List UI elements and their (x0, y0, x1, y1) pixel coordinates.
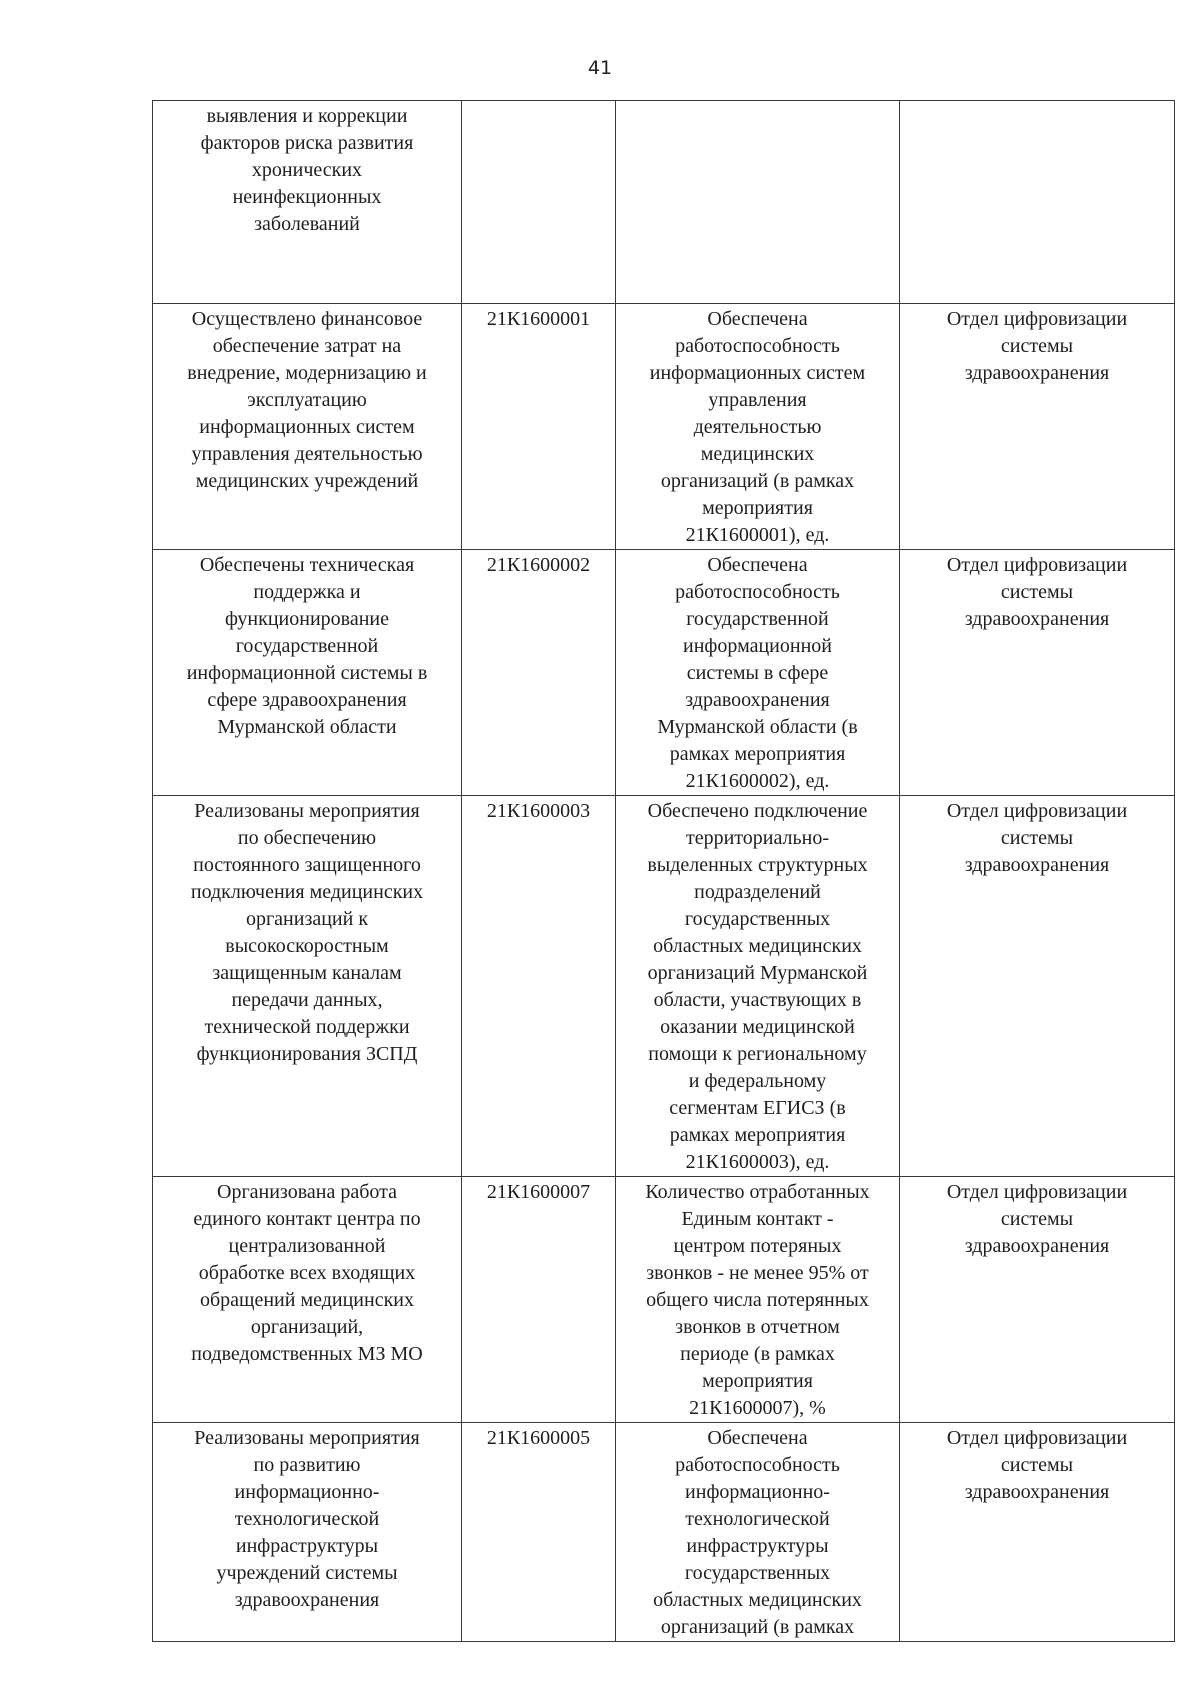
table-row (153, 101, 1175, 304)
measures-table (152, 100, 1175, 1642)
indicator-cell: Обеспечена работоспособность информационно- технологической инфраструктуры государственных областных медицинских организаций (в рамках (616, 1423, 900, 1642)
result-cell: выявления и коррекции факторов риска развития хронических неинфекционных заболеваний (153, 101, 462, 304)
indicator-cell: Обеспечено подключение территориально- выделенных структурных подразделений государственных областных медицинских организаций Мурманской области, участвующих в оказании медицинской помощи к региональному и федеральному сегментам ЕГИСЗ (в рамках мероприятия 21К1600003), ед. (616, 796, 900, 1177)
table-row (153, 304, 1175, 550)
code-cell: 21К1600002 (462, 550, 616, 796)
responsible-cell: Отдел цифровизации системы здравоохранения (900, 1177, 1175, 1423)
table-row (153, 1177, 1175, 1423)
result-cell: Реализованы мероприятия по развитию информационно- технологической инфраструктуры учреждений системы здравоохранения (153, 1423, 462, 1642)
result-cell: Обеспечены техническая поддержка и функционирование государственной информационной системы в сфере здравоохранения Мурманской области (153, 550, 462, 796)
responsible-cell: Отдел цифровизации системы здравоохранения (900, 796, 1175, 1177)
table-row (153, 550, 1175, 796)
code-cell: 21К1600003 (462, 796, 616, 1177)
indicator-cell: Обеспечена работоспособность информационных систем управления деятельностью медицинских организаций (в рамках мероприятия 21К1600001), ед. (616, 304, 900, 550)
table-row (153, 1423, 1175, 1642)
code-cell: 21К1600005 (462, 1423, 616, 1642)
responsible-cell (900, 101, 1175, 304)
result-cell: Осуществлено финансовое обеспечение затрат на внедрение, модернизацию и эксплуатацию информационных систем управления деятельностью медицинских учреждений (153, 304, 462, 550)
page-number: 41 (587, 57, 613, 79)
indicator-cell: Количество отработанных Единым контакт - центром потеряных звонков - не менее 95% от общего числа потерянных звонков в отчетном периоде (в рамках мероприятия 21К1600007), % (616, 1177, 900, 1423)
result-cell: Организована работа единого контакт центра по централизованной обработке всех входящих обращений медицинских организаций, подведомственных МЗ МО (153, 1177, 462, 1423)
table-row (153, 796, 1175, 1177)
responsible-cell: Отдел цифровизации системы здравоохранения (900, 1423, 1175, 1642)
code-cell: 21К1600001 (462, 304, 616, 550)
responsible-cell: Отдел цифровизации системы здравоохранения (900, 550, 1175, 796)
responsible-cell: Отдел цифровизации системы здравоохранения (900, 304, 1175, 550)
code-cell (462, 101, 616, 304)
code-cell: 21К1600007 (462, 1177, 616, 1423)
indicator-cell: Обеспечена работоспособность государственной информационной системы в сфере здравоохранения Мурманской области (в рамках мероприятия 21К1600002), ед. (616, 550, 900, 796)
result-cell: Реализованы мероприятия по обеспечению постоянного защищенного подключения медицинских организаций к высокоскоростным защищенным каналам передачи данных, технической поддержки функционирования ЗСПД (153, 796, 462, 1177)
indicator-cell (616, 101, 900, 304)
